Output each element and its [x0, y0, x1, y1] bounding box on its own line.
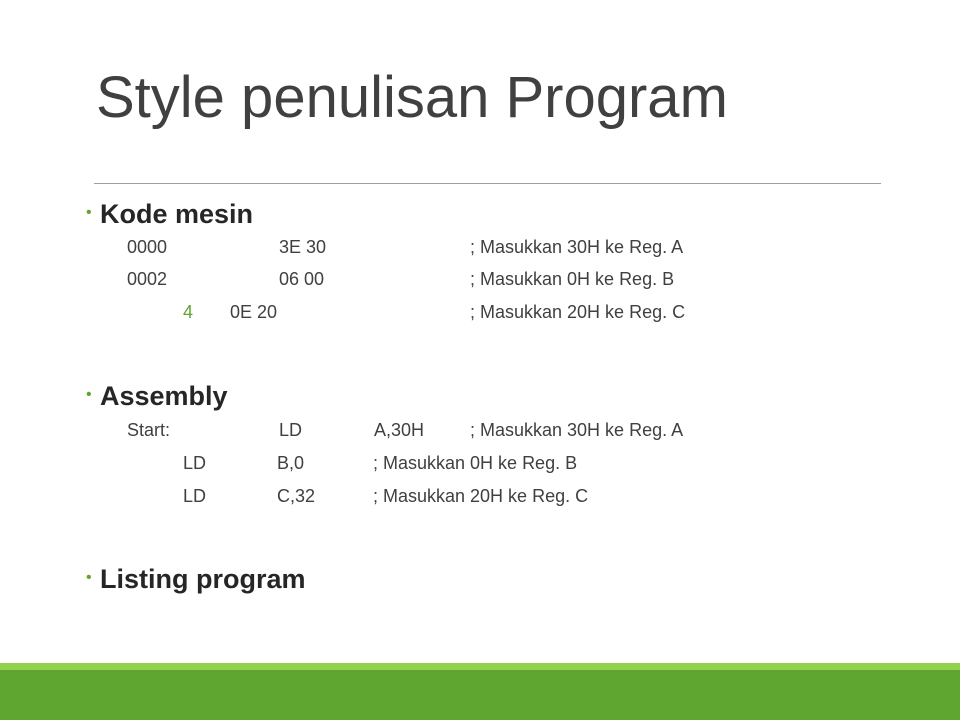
machine-code-addr: 0000 [127, 237, 168, 257]
machine-code-bytes: 0E 20 [230, 302, 278, 322]
assembly-op: LD [183, 453, 207, 473]
assembly-arg: B,0 [277, 453, 305, 473]
assembly-comment: ; Masukkan 30H ke Reg. A [470, 420, 684, 440]
bullet-listing-program [86, 561, 306, 596]
footer-bar [0, 670, 960, 720]
bullet-assembly [86, 378, 228, 413]
machine-code-bytes: 06 00 [279, 269, 325, 289]
machine-code-comment: ; Masukkan 0H ke Reg. B [470, 269, 675, 289]
title-divider [94, 183, 881, 184]
bullet-icon: • [86, 204, 92, 221]
bullet-heading: Listing program [100, 564, 306, 594]
machine-code-bytes: 3E 30 [279, 237, 327, 257]
assembly-comment: ; Masukkan 20H ke Reg. C [373, 486, 589, 506]
machine-code-comment: ; Masukkan 30H ke Reg. A [470, 237, 684, 257]
machine-code-comment: ; Masukkan 20H ke Reg. C [470, 302, 686, 322]
assembly-label: Start: [127, 420, 171, 440]
bullet-kode-mesin [86, 196, 253, 231]
bullet-heading: Kode mesin [100, 199, 254, 229]
slide-title: Style penulisan Program [96, 65, 728, 130]
assembly-comment: ; Masukkan 0H ke Reg. B [373, 453, 578, 473]
bullet-icon: • [86, 386, 92, 403]
assembly-arg: A,30H [374, 420, 425, 440]
assembly-op: LD [279, 420, 303, 440]
machine-code-addr: 4 [183, 302, 194, 322]
bullet-icon: • [86, 569, 92, 586]
bullet-heading: Assembly [100, 381, 228, 411]
footer-accent-line [0, 663, 960, 670]
assembly-arg: C,32 [277, 486, 316, 506]
assembly-op: LD [183, 486, 207, 506]
machine-code-addr: 0002 [127, 269, 168, 289]
